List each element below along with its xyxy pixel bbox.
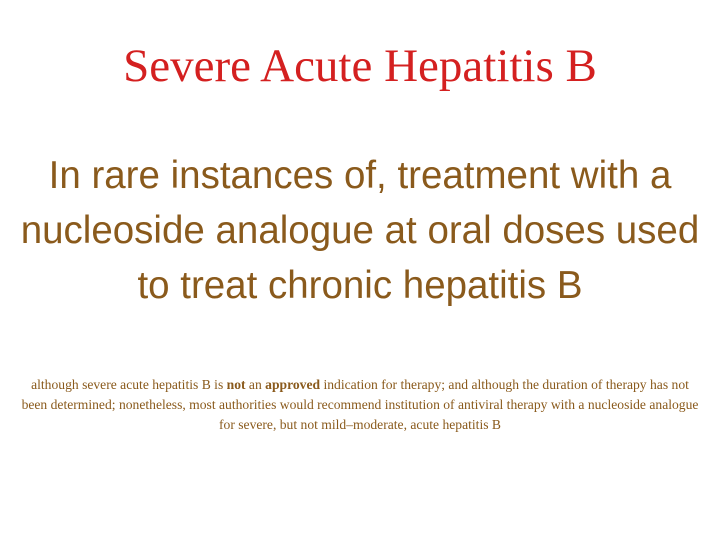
slide-title: Severe Acute Hepatitis B: [123, 40, 597, 92]
note-bold-not: not: [226, 377, 246, 392]
slide-subtitle: In rare instances of, treatment with a nucleoside analogue at oral doses used to treat chronic hepatitis B: [20, 154, 700, 307]
note-text-1: although severe acute hepatitis B is: [31, 377, 227, 392]
slide-note: [18, 375, 702, 435]
note-text-2: an: [245, 377, 266, 392]
note-bold-approved: approved: [265, 377, 321, 392]
note-text-3: indication for therapy; and although the duration of therapy has not been determined; nonetheless, most authorities would recommend institution of antiviral therapy with a nucleoside analogue for severe, but not mild–moderate, acute hepatitis B: [21, 377, 699, 432]
